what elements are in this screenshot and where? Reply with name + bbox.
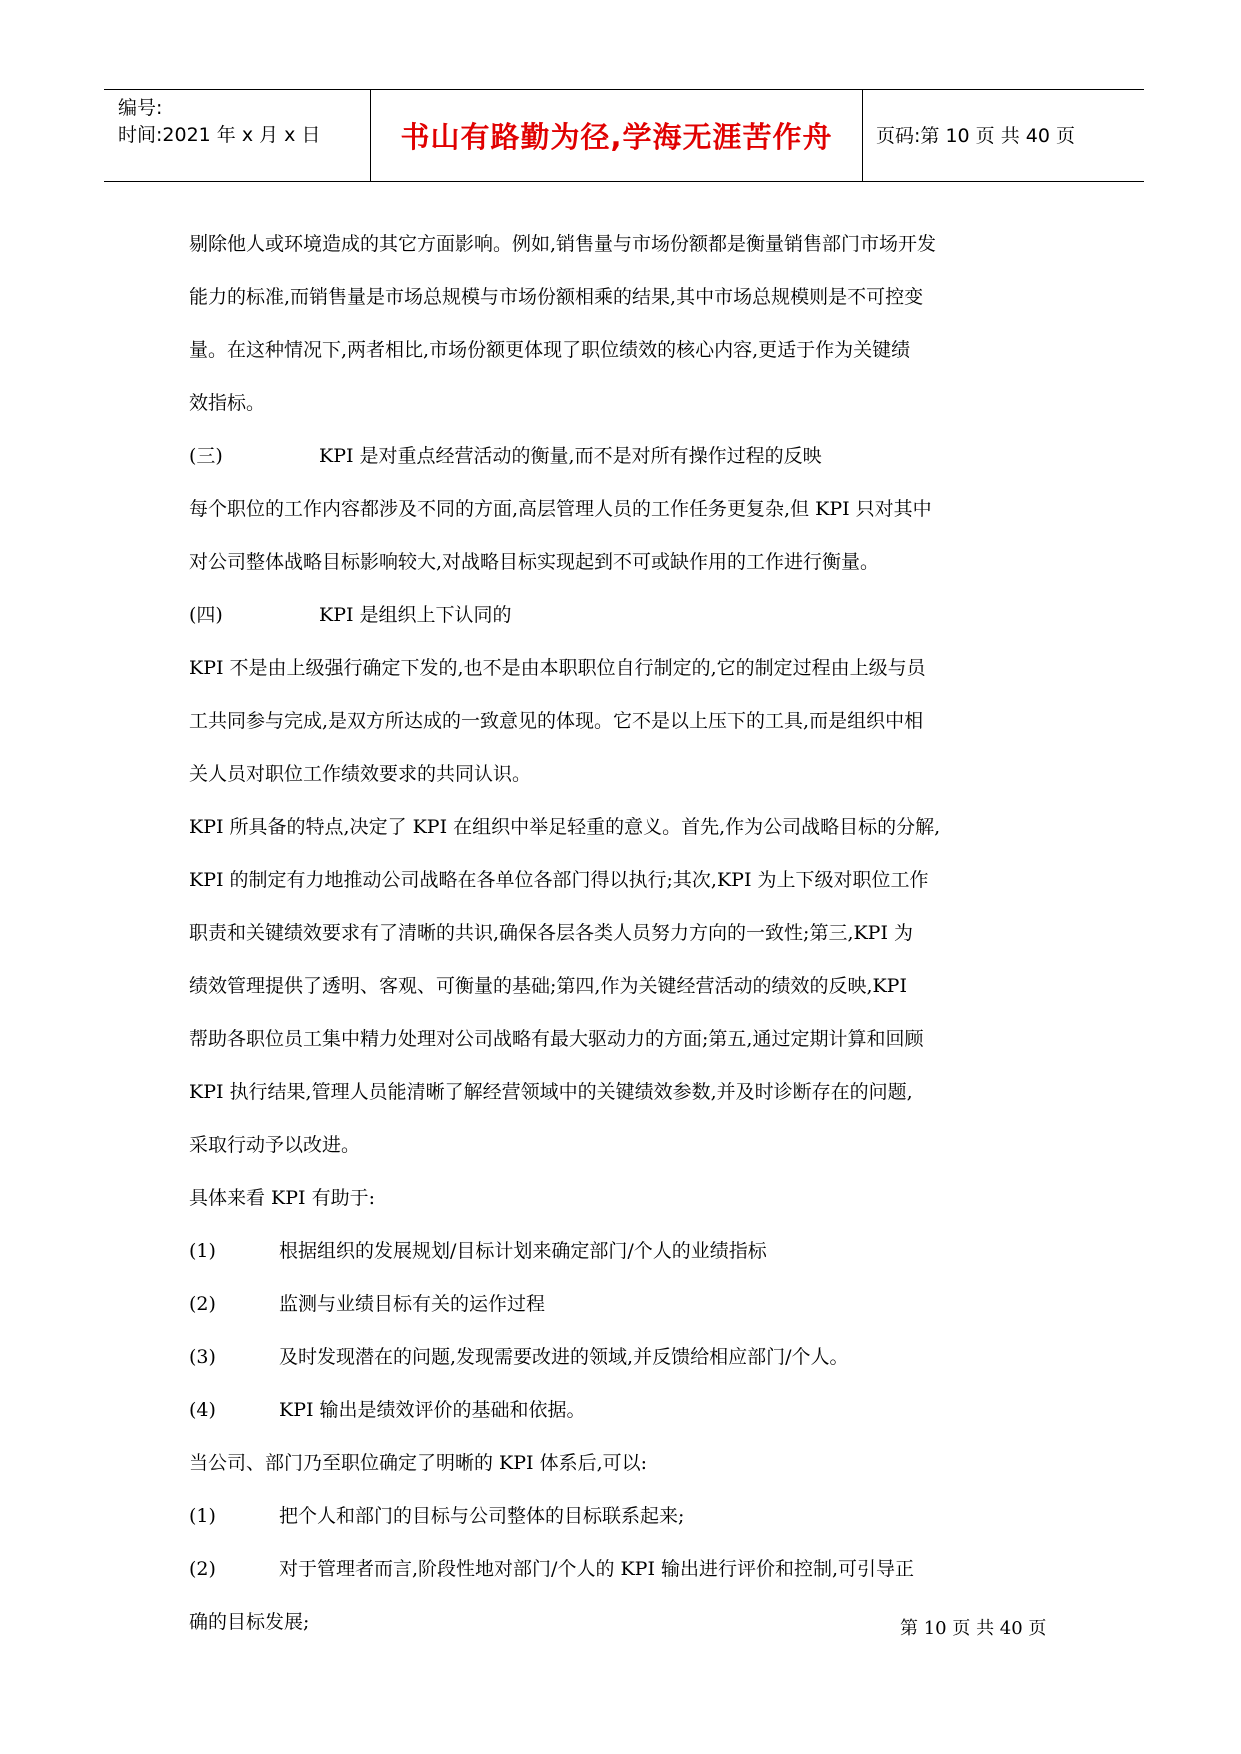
paragraph-line: 职责和关键绩效要求有了清晰的共识,确保各层各类人员努力方向的一致性;第三,KPI 为 xyxy=(189,922,914,944)
paragraph-line: 能力的标准,而销售量是市场总规模与市场份额相乘的结果,其中市场总规模则是不可控变 xyxy=(189,286,924,308)
paragraph-line: 帮助各职位员工集中精力处理对公司战略有最大驱动力的方面;第五,通过定期计算和回顾 xyxy=(189,1028,924,1050)
paragraph-line: 绩效管理提供了透明、客观、可衡量的基础;第四,作为关键经营活动的绩效的反映,KPI xyxy=(189,975,907,997)
section-title: KPI 是对重点经营活动的衡量,而不是对所有操作过程的反映 xyxy=(319,445,822,467)
list-number: (3) xyxy=(189,1346,216,1368)
paragraph-line: 量。在这种情况下,两者相比,市场份额更体现了职位绩效的核心内容,更适于作为关键绩 xyxy=(189,339,911,361)
list-item xyxy=(189,1384,1074,1437)
page-header xyxy=(104,89,1144,182)
header-meta xyxy=(118,95,320,149)
section-number: (三) xyxy=(189,445,223,467)
time-label: 时间:2021 年 x 月 x 日 xyxy=(118,124,321,146)
paragraph-line: KPI 的制定有力地推动公司战略在各单位各部门得以执行;其次,KPI 为上下级对职位工作 xyxy=(189,869,929,891)
list-number: (4) xyxy=(189,1399,216,1421)
paragraph-line: 确的目标发展; xyxy=(189,1611,310,1633)
section-title: KPI 是组织上下认同的 xyxy=(319,604,512,626)
header-divider-right xyxy=(862,89,863,182)
list-item xyxy=(189,1543,1074,1596)
section-number: (四) xyxy=(189,604,223,626)
paragraph-line: KPI 所具备的特点,决定了 KPI 在组织中举足轻重的意义。首先,作为公司战略目标的分解, xyxy=(189,816,941,838)
paragraph-line: 效指标。 xyxy=(189,392,266,414)
paragraph-line: 对公司整体战略目标影响较大,对战略目标实现起到不可或缺作用的工作进行衡量。 xyxy=(189,551,880,573)
list-item xyxy=(189,1225,1074,1278)
paragraph-line: 每个职位的工作内容都涉及不同的方面,高层管理人员的工作任务更复杂,但 KPI 只对其中 xyxy=(189,498,932,520)
paragraph-line: 具体来看 KPI 有助于: xyxy=(189,1187,375,1209)
list-text: 把个人和部门的目标与公司整体的目标联系起来; xyxy=(279,1505,685,1527)
paragraph-line: 当公司、部门乃至职位确定了明晰的 KPI 体系后,可以: xyxy=(189,1452,648,1474)
list-number: (1) xyxy=(189,1240,216,1262)
paragraph-line: 剔除他人或环境造成的其它方面影响。例如,销售量与市场份额都是衡量销售部门市场开发 xyxy=(189,233,937,255)
paragraph-line: KPI 不是由上级强行确定下发的,也不是由本职职位自行制定的,它的制定过程由上级与员 xyxy=(189,657,926,679)
page-footer: 第 10 页 共 40 页 xyxy=(900,1618,1047,1639)
paragraph-line: 工共同参与完成,是双方所达成的一致意见的体现。它不是以上压下的工具,而是组织中相 xyxy=(189,710,924,732)
section-heading-4 xyxy=(189,589,1074,642)
list-text: 及时发现潜在的问题,发现需要改进的领域,并反馈给相应部门/个人。 xyxy=(279,1346,849,1368)
list-item xyxy=(189,1331,1074,1384)
list-text: 根据组织的发展规划/目标计划来确定部门/个人的业绩指标 xyxy=(279,1240,767,1262)
header-motto: 书山有路勤为径,学海无涯苦作舟 xyxy=(400,120,833,154)
header-page-label: 页码:第 10 页 共 40 页 xyxy=(876,125,1075,147)
list-number: (2) xyxy=(189,1293,216,1315)
list-item xyxy=(189,1490,1074,1543)
section-heading-3 xyxy=(189,430,1074,483)
paragraph-line: 关人员对职位工作绩效要求的共同认识。 xyxy=(189,763,532,785)
list-number: (1) xyxy=(189,1505,216,1527)
list-text: 监测与业绩目标有关的运作过程 xyxy=(279,1293,546,1315)
list-text: 对于管理者而言,阶段性地对部门/个人的 KPI 输出进行评价和控制,可引导正 xyxy=(279,1558,915,1580)
list-text: KPI 输出是绩效评价的基础和依据。 xyxy=(279,1399,586,1421)
document-body xyxy=(189,218,1074,1649)
paragraph-line: 采取行动予以改进。 xyxy=(189,1134,361,1156)
list-number: (2) xyxy=(189,1558,216,1580)
list-item xyxy=(189,1278,1074,1331)
number-label: 编号: xyxy=(118,97,163,119)
paragraph-line: KPI 执行结果,管理人员能清晰了解经营领域中的关键绩效参数,并及时诊断存在的问题, xyxy=(189,1081,913,1103)
